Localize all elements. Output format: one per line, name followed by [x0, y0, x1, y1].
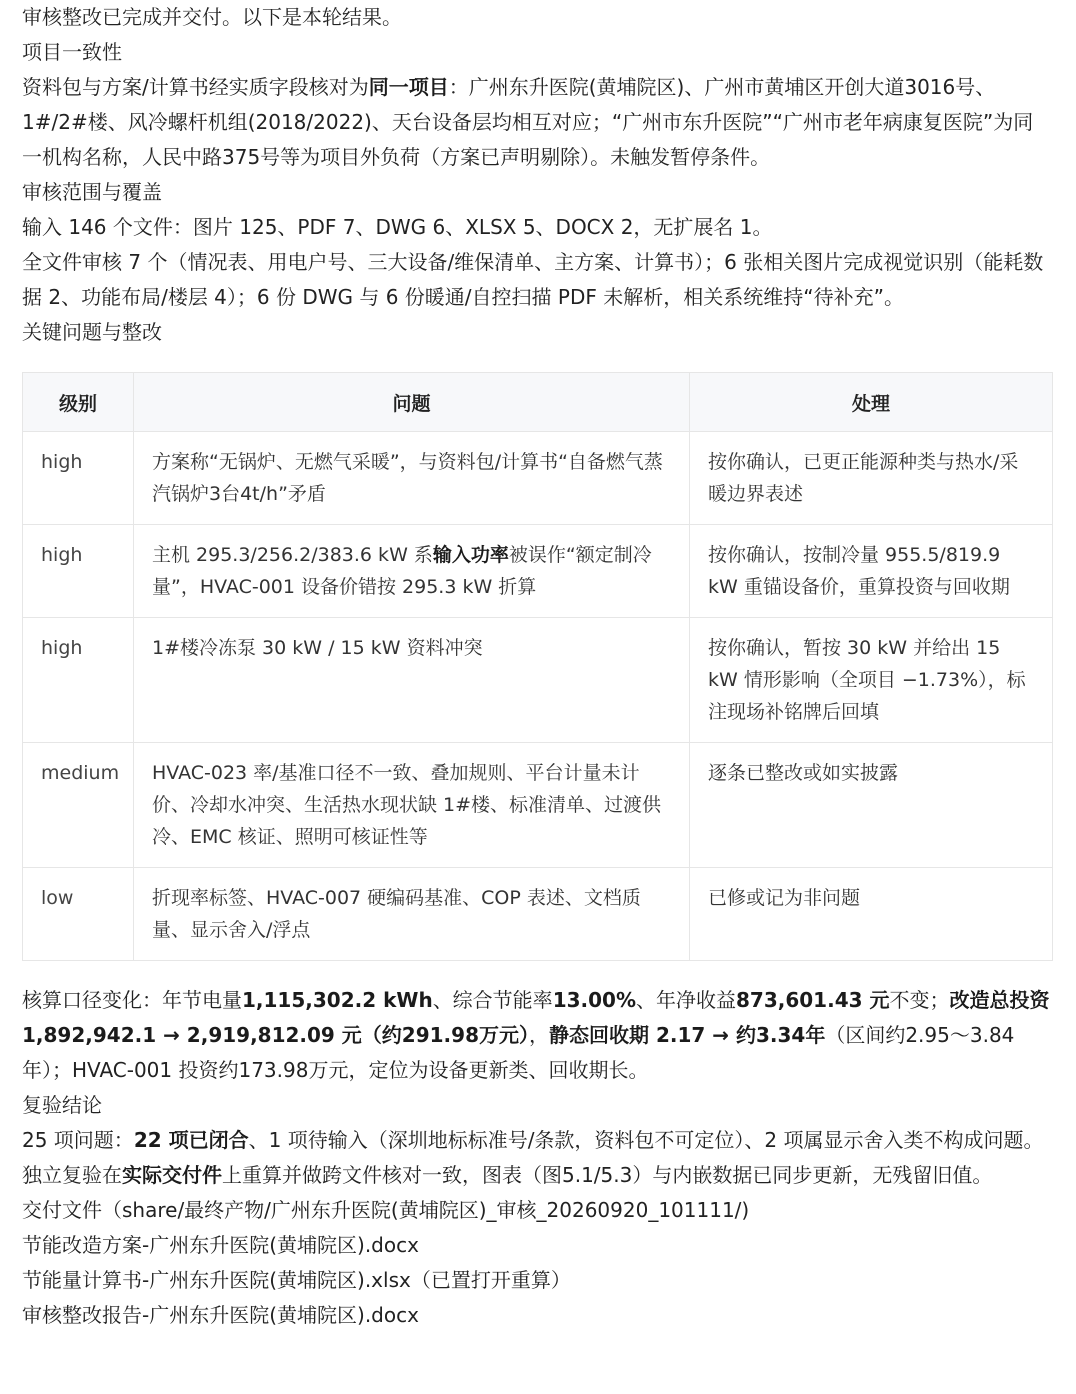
verify-text-2: 、1 项待输入（深圳地标标准号/条款，资料包不可定位）、2 项属显示舍入类不构成问题。独立复验在	[22, 1128, 1044, 1187]
row-issue-text-b: 被误作“额定制冷量”，HVAC-001 设备价错按 295.3 kW 折算	[152, 544, 652, 598]
verify-actual: 实际交付件	[122, 1163, 222, 1187]
row-action: 已修或记为非问题	[690, 868, 1053, 961]
row-action: 逐条已整改或如实披露	[690, 743, 1053, 868]
row-level: high	[23, 525, 134, 618]
table-row	[23, 868, 1053, 961]
section-consistency-title: 项目一致性	[22, 40, 122, 64]
calc-text-5: ，	[528, 1023, 549, 1047]
row-issue: 方案称“无锅炉、无燃气采暖”，与资料包/计算书“自备燃气蒸汽锅炉3台4t/h”矛盾	[134, 432, 690, 525]
row-issue-text-a: 主机 295.3/256.2/383.6 kW 系	[152, 544, 433, 566]
header-level: 级别	[23, 373, 134, 432]
row-action: 按你确认，暂按 30 kW 并给出 15 kW 情形影响（全项目 −1.73%），标注现场补铭牌后回填	[690, 618, 1053, 743]
consistency-text-a: 资料包与方案/计算书经实质字段核对为	[22, 75, 369, 99]
header-action: 处理	[690, 373, 1053, 432]
verify-closed: 22 项已闭合	[133, 1128, 249, 1152]
delivery-file: 节能改造方案-广州东升医院(黄埔院区).docx	[22, 1233, 419, 1257]
row-action: 按你确认，按制冷量 955.5/819.9 kW 重锚设备价，重算投资与回收期	[690, 525, 1053, 618]
issues-table-wrapper	[22, 372, 1052, 961]
calc-text-1: 核算口径变化：年节电量	[22, 988, 242, 1012]
row-level: low	[23, 868, 134, 961]
consistency-bold: 同一项目	[368, 75, 449, 99]
scope-paragraph-1: 输入 146 个文件：图片 125、PDF 7、DWG 6、XLSX 5、DOCX 2，无扩展名 1。	[22, 215, 773, 239]
issues-table	[22, 372, 1053, 961]
row-issue-bold: 输入功率	[432, 544, 509, 566]
calc-investment: 改造总投资 1,892,942.1 → 2,919,812.09 元（约291.98万元）	[22, 988, 1050, 1047]
header-issue: 问题	[134, 373, 690, 432]
calc-paragraph	[22, 983, 1052, 1088]
section-issues-title: 关键问题与整改	[22, 320, 162, 344]
consistency-text-b: ：广州东升医院(黄埔院区)、广州市黄埔区开创大道3016号、1#/2#楼、风冷螺杆机组(2018/2022)、天台设备层均相互对应；“广州市东升医院”“广州市老年病康复医院”为同一机构名称，人民中路375号等为项目外负荷（方案已声明剔除）。未触发暂停条件。	[22, 75, 1034, 169]
table-row	[23, 743, 1053, 868]
calc-text-6: （区间约2.95～3.84年）；HVAC-001 投资约173.98万元，定位为设备更新类、回收期长。	[22, 1023, 1015, 1082]
scope-paragraph-2: 全文件审核 7 个（情况表、用电户号、三大设备/维保清单、主方案、计算书）；6 张相关图片完成视觉识别（能耗数据 2、功能布局/楼层 4）；6 份 DWG 与 6 份暖通/自控扫描 PDF 未解析，相关系统维持“待补充”。	[22, 250, 1044, 309]
delivery-title: 交付文件（share/最终产物/广州东升医院(黄埔院区)_审核_20260920_101111/)	[22, 1198, 750, 1222]
verify-paragraph	[22, 1123, 1052, 1193]
row-level: high	[23, 432, 134, 525]
verify-text-3: 上重算并做跨文件核对一致，图表（图5.1/5.3）与内嵌数据已同步更新，无残留旧值。	[222, 1163, 993, 1187]
row-action: 按你确认，已更正能源种类与热水/采暖边界表述	[690, 432, 1053, 525]
calc-income: 873,601.43 元	[736, 988, 890, 1012]
calc-text-4: 不变；	[889, 988, 950, 1012]
row-level: high	[23, 618, 134, 743]
section-verify-title: 复验结论	[22, 1093, 102, 1117]
delivery-file: 节能量计算书-广州东升医院(黄埔院区).xlsx（已置打开重算）	[22, 1268, 571, 1292]
table-row	[23, 618, 1053, 743]
verify-text-1: 25 项问题：	[22, 1128, 134, 1152]
table-header-row	[23, 373, 1053, 432]
calc-text-3: 、年净收益	[636, 988, 736, 1012]
table-row	[23, 525, 1053, 618]
calc-kwh: 1,115,302.2 kWh	[242, 988, 433, 1012]
delivery-file: 审核整改报告-广州东升医院(黄埔院区).docx	[22, 1303, 419, 1327]
calc-payback: 静态回收期 2.17 → 约3.34年	[548, 1023, 826, 1047]
calc-text-2: 、综合节能率	[432, 988, 553, 1012]
consistency-paragraph	[22, 70, 1052, 175]
row-issue: HVAC-023 率/基准口径不一致、叠加规则、平台计量未计价、冷却水冲突、生活热水现状缺 1#楼、标准清单、过渡供冷、EMC 核证、照明可核证性等	[134, 743, 690, 868]
row-issue: 折现率标签、HVAC-007 硬编码基准、COP 表述、文档质量、显示舍入/浮点	[134, 868, 690, 961]
intro-text: 审核整改已完成并交付。以下是本轮结果。	[22, 5, 402, 29]
row-issue	[134, 525, 690, 618]
row-issue: 1#楼冷冻泵 30 kW / 15 kW 资料冲突	[134, 618, 690, 743]
table-row	[23, 432, 1053, 525]
row-level: medium	[23, 743, 134, 868]
calc-rate: 13.00%	[552, 988, 636, 1012]
section-scope-title: 审核范围与覆盖	[22, 180, 162, 204]
